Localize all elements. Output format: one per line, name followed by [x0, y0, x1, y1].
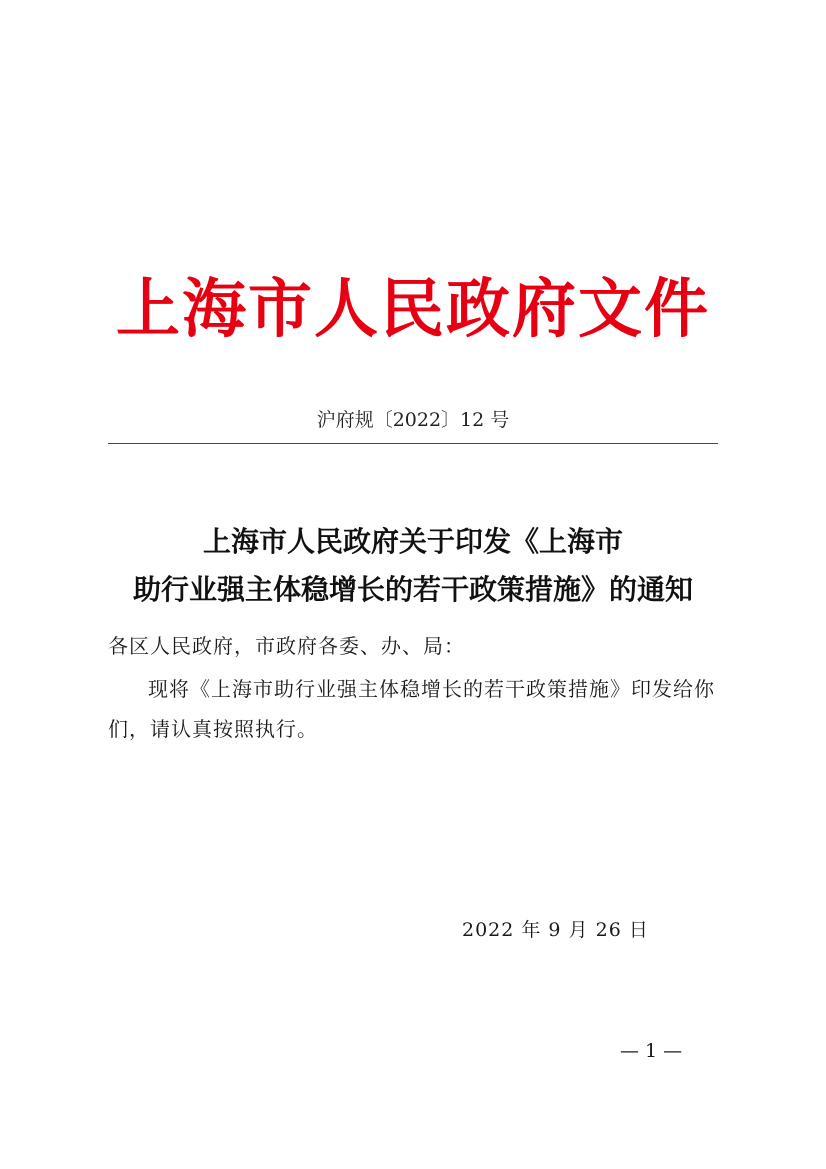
issue-date: 2022 年 9 月 26 日 — [462, 919, 649, 941]
page-number: — 1 — — [620, 1040, 683, 1062]
notice-title-line-2: 助行业强主体稳增长的若干政策措施》的通知 — [132, 573, 693, 606]
red-divider-line — [108, 443, 718, 444]
document-number: 沪府规〔2022〕12 号 — [316, 409, 510, 431]
notice-title-line-1: 上海市人民政府关于印发《上海市 — [202, 525, 623, 558]
masthead-title: 上海市人民政府文件 — [116, 272, 710, 347]
body-text-line-2: 们，请认真按照执行。 — [108, 717, 318, 741]
notice-title — [0, 518, 826, 614]
addressee: 各区人民政府，市政府各委、办、局： — [108, 634, 465, 658]
body-text-line-1: 现将《上海市助行业强主体稳增长的若干政策措施》印发给你 — [148, 677, 715, 701]
